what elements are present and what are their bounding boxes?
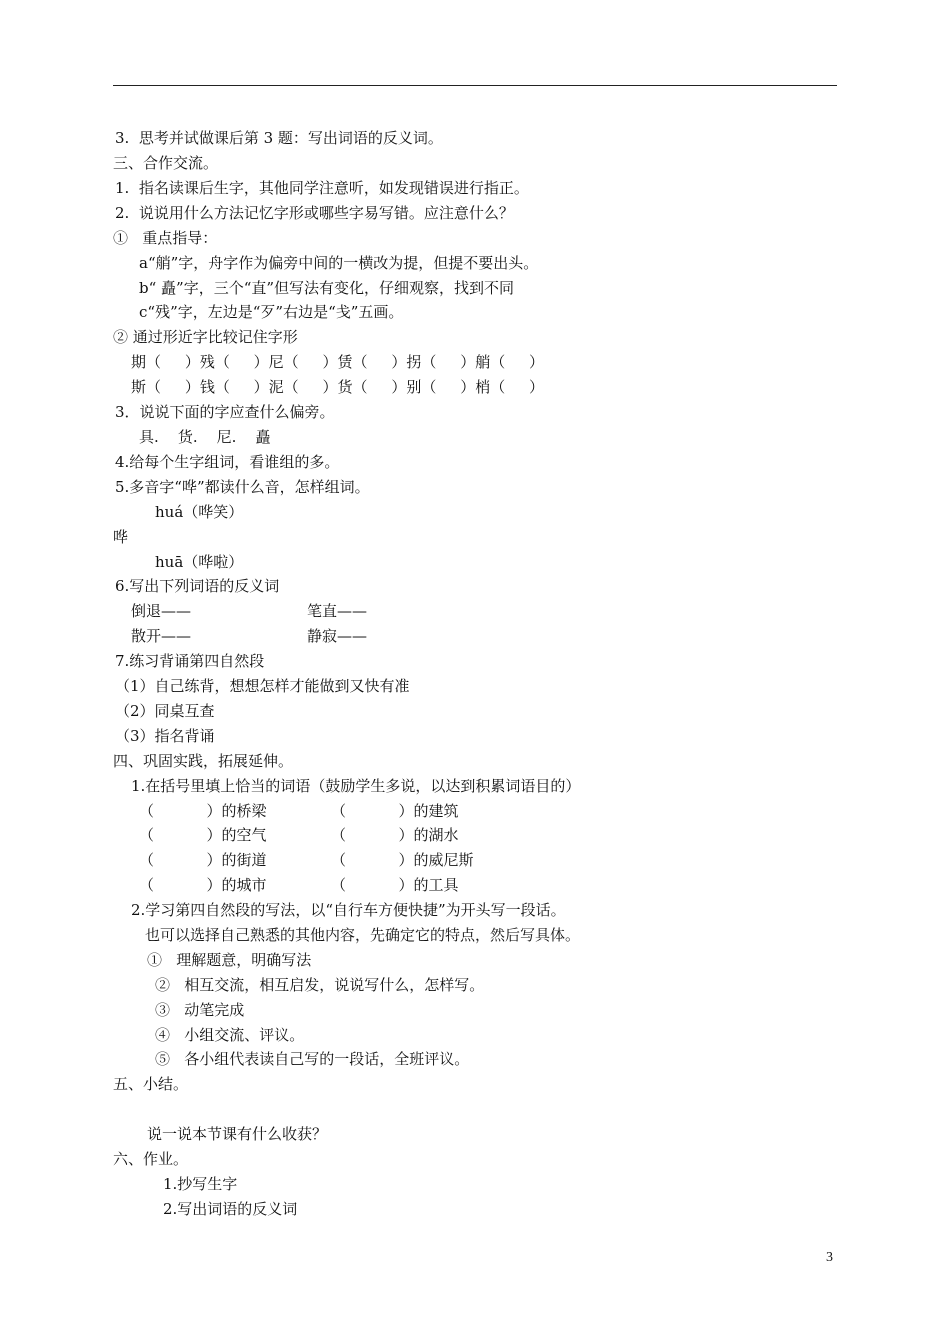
page-number: 3 xyxy=(826,1250,833,1265)
text-line: 2.写出词语的反义词 xyxy=(163,1200,298,1218)
text-line: 1.在括号里填上恰当的词语（鼓励学生多说，以达到积累词语目的） xyxy=(131,777,581,795)
text-line: 1. 指名读课后生字，其他同学注意听，如发现错误进行指正。 xyxy=(115,179,529,197)
section-heading: 六、作业。 xyxy=(113,1150,189,1168)
text-line: 斯（ ）钱（ ）泥（ ）货（ ）别（ ）梢（ ） xyxy=(131,378,545,396)
text-line: 也可以选择自己熟悉的其他内容，先确定它的特点，然后写具体。 xyxy=(145,926,581,944)
text-line: 笔直—— xyxy=(307,602,368,620)
text-line: 2.学习第四自然段的写法，以“自行车方便快捷”为开头写一段话。 xyxy=(131,901,566,919)
text-line: 散开—— xyxy=(131,627,192,645)
text-line: 4.给每个生字组词，看谁组的多。 xyxy=(115,453,340,471)
text-line: ② 通过形近字比较记住字形 xyxy=(113,328,298,346)
text-line: b“ 矗”字，三个“直”但写法有变化，仔细观察，找到不同 xyxy=(139,279,515,297)
text-line: 1.抄写生字 xyxy=(163,1175,238,1193)
text-line: ⑤ 各小组代表读自己写的一段话，全班评议。 xyxy=(155,1050,470,1068)
text-line: 6.写出下列词语的反义词 xyxy=(115,577,280,595)
text-line: （ ）的威尼斯 xyxy=(331,851,474,869)
text-line: （ ）的空气 xyxy=(139,826,267,844)
text-line: ① 理解题意，明确写法 xyxy=(147,951,312,969)
text-line: （ ）的建筑 xyxy=(331,802,459,820)
section-heading: 五、小结。 xyxy=(113,1075,189,1093)
text-line: ① 重点指导： xyxy=(113,229,218,247)
text-line: （2）同桌互查 xyxy=(115,702,215,720)
text-line: 哗 xyxy=(113,528,129,546)
text-line: 静寂—— xyxy=(307,627,368,645)
text-line: （ ）的城市 xyxy=(139,876,267,894)
text-line: （ ）的湖水 xyxy=(331,826,459,844)
text-line: 倒退—— xyxy=(131,602,192,620)
text-line: 3．说说下面的字应查什么偏旁。 xyxy=(115,403,335,421)
text-line: （ ）的工具 xyxy=(331,876,459,894)
section-heading: 四、巩固实践，拓展延伸。 xyxy=(113,752,294,770)
text-line: （1）自己练背，想想怎样才能做到又快有准 xyxy=(115,677,410,695)
text-line: 3. 思考并试做课后第 3 题：写出词语的反义词。 xyxy=(115,129,443,147)
text-line: huā（哗啦） xyxy=(155,553,244,571)
text-line: （ ）的桥梁 xyxy=(139,802,267,820)
text-line: ④ 小组交流、评议。 xyxy=(155,1026,305,1044)
text-line: （3）指名背诵 xyxy=(115,727,215,745)
text-line: 具. 货. 尼. 矗 xyxy=(139,428,271,446)
section-heading: 三、合作交流。 xyxy=(113,154,219,172)
text-line: ③ 动笔完成 xyxy=(155,1001,245,1019)
text-line: a“艄”字，舟字作为偏旁中间的一横改为提，但提不要出头。 xyxy=(139,254,539,272)
text-line: 5.多音字“哗”都读什么音，怎样组词。 xyxy=(115,478,370,496)
text-line: ② 相互交流，相互启发，说说写什么，怎样写。 xyxy=(155,976,485,994)
text-line: c“残”字，左边是“歹”右边是“戋”五画。 xyxy=(139,303,404,321)
text-line: 说一说本节课有什么收获？ xyxy=(147,1125,328,1143)
text-line: 期（ ）残（ ）尼（ ）赁（ ）拐（ ）艄（ ） xyxy=(131,353,545,371)
text-line: （ ）的街道 xyxy=(139,851,267,869)
text-line: huá（哗笑） xyxy=(155,503,244,521)
text-line: 2. 说说用什么方法记忆字形或哪些字易写错。应注意什么？ xyxy=(115,204,514,222)
text-line: 7.练习背诵第四自然段 xyxy=(115,652,265,670)
header-rule xyxy=(113,85,837,86)
